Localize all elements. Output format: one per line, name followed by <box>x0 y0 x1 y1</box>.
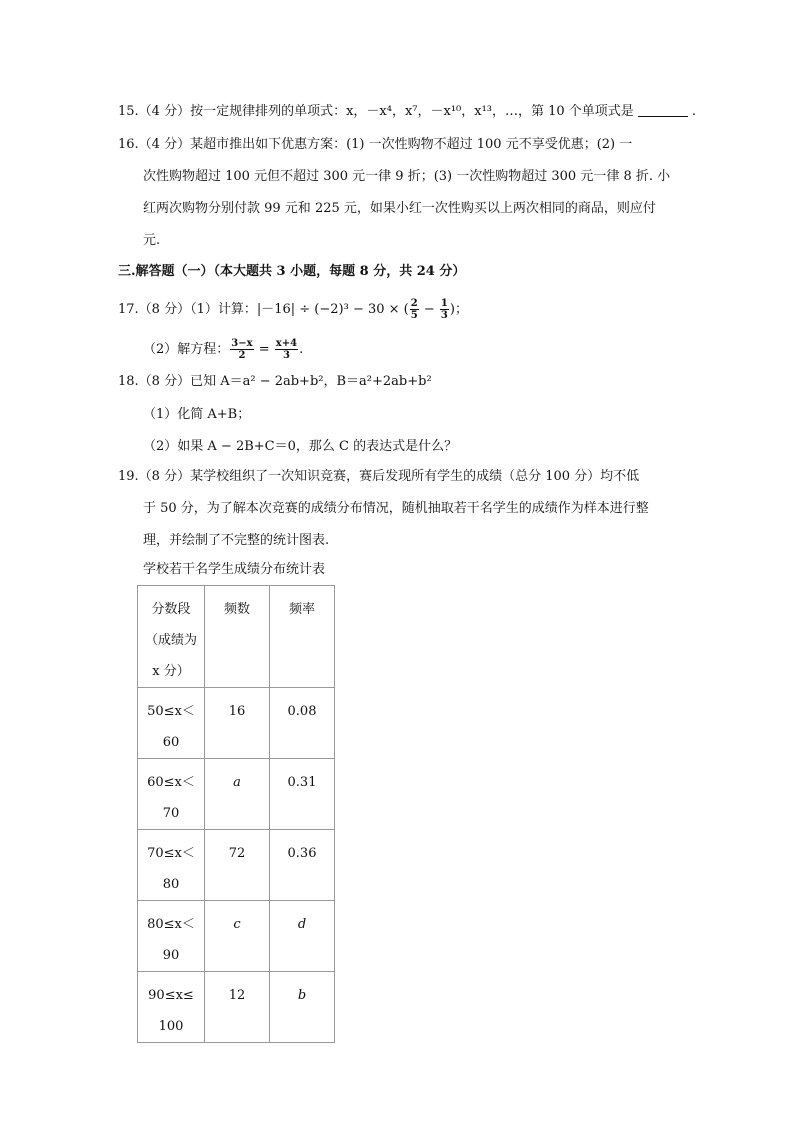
range-cell: 70≤x＜ 80 <box>138 830 205 901</box>
question-19-line-3: 理，并绘制了不完整的统计图表. <box>143 533 330 548</box>
question-17-part-2: （2）解方程： $\frac{3-x}{2}$ = $\frac{x+4}{3}$ . <box>143 338 304 361</box>
question-17-part-1: 17.（8 分）（1）计算：|－16| ÷ (−2)³ − 30 × ( $\frac{2}{5}$ − $\frac{1}{3}$ )； <box>118 298 468 321</box>
table-row <box>138 688 335 759</box>
question-19-line-2: 于 50 分，为了解本次竞赛的成绩分布情况，随机抽取若干名学生的成绩作为样本进行整 <box>143 501 649 516</box>
range-cell: 90≤x≤ 100 <box>138 972 205 1043</box>
rate-cell: d <box>270 901 335 972</box>
table-row <box>138 759 335 830</box>
fraction-1-3: $\frac{1}{3}$ <box>440 298 448 321</box>
freq-cell: 16 <box>205 688 270 759</box>
table-row <box>138 830 335 901</box>
table-row <box>138 972 335 1043</box>
range-cell: 60≤x＜ 70 <box>138 759 205 830</box>
range-cell: 50≤x＜ 60 <box>138 688 205 759</box>
question-16-line-4: 元. <box>143 233 161 248</box>
range-cell: 80≤x＜ 90 <box>138 901 205 972</box>
fraction-left: $\frac{3-x}{2}$ <box>231 338 253 361</box>
header-rate: 频率 <box>270 586 335 688</box>
q15-end: . <box>691 104 696 119</box>
header-score-range: 分数段 （成绩为 x 分） <box>138 586 205 688</box>
answer-blank <box>638 102 688 117</box>
fraction-2-5: $\frac{2}{5}$ <box>410 298 418 321</box>
question-18-line-3: （2）如果 A − 2B+C＝0，那么 C 的表达式是什么？ <box>143 439 458 454</box>
score-distribution-table <box>137 585 335 1043</box>
q15-text: 15.（4 分）按一定规律排列的单项式：x，－x⁴，x⁷，－x¹⁰，x¹³，…，第 10 个单项式是 <box>118 104 634 119</box>
question-19-line-1: 19.（8 分）某学校组织了一次知识竞赛，赛后发现所有学生的成绩（总分 100 分）均不低 <box>118 469 640 484</box>
question-18-line-1: 18.（8 分）已知 A＝a² − 2ab+b²，B＝a²+2ab+b² <box>118 374 432 389</box>
q17-part1-prefix: 17.（8 分）（1）计算：|－16| ÷ (−2)³ − 30 × ( <box>118 302 409 317</box>
rate-cell: 0.31 <box>270 759 335 830</box>
table-title: 学校若干名学生成绩分布统计表 <box>143 562 326 577</box>
section-heading: 三.解答题（一）（本大题共 3 小题，每题 8 分，共 24 分） <box>118 264 466 279</box>
rate-cell: b <box>270 972 335 1043</box>
freq-cell: a <box>205 759 270 830</box>
header-frequency: 频数 <box>205 586 270 688</box>
freq-cell: 72 <box>205 830 270 901</box>
fraction-right: $\frac{x+4}{3}$ <box>275 338 298 361</box>
freq-cell: 12 <box>205 972 270 1043</box>
rate-cell: 0.36 <box>270 830 335 901</box>
question-16-line-1: 16.（4 分）某超市推出如下优惠方案：(1) 一次性购物不超过 100 元不享受优惠；(2) 一 <box>118 137 633 152</box>
freq-cell: c <box>205 901 270 972</box>
table-header-row <box>138 586 335 688</box>
question-16-line-2: 次性购物超过 100 元但不超过 300 元一律 9 折；(3) 一次性购物超过 300 元一律 8 折. 小 <box>143 169 671 184</box>
question-15 <box>118 102 696 122</box>
table-row <box>138 901 335 972</box>
question-18-line-2: （1）化简 A+B； <box>143 407 251 422</box>
rate-cell: 0.08 <box>270 688 335 759</box>
question-16-line-3: 红两次购物分别付款 99 元和 225 元，如果小红一次性购买以上两次相同的商品，则应付 <box>143 201 656 216</box>
